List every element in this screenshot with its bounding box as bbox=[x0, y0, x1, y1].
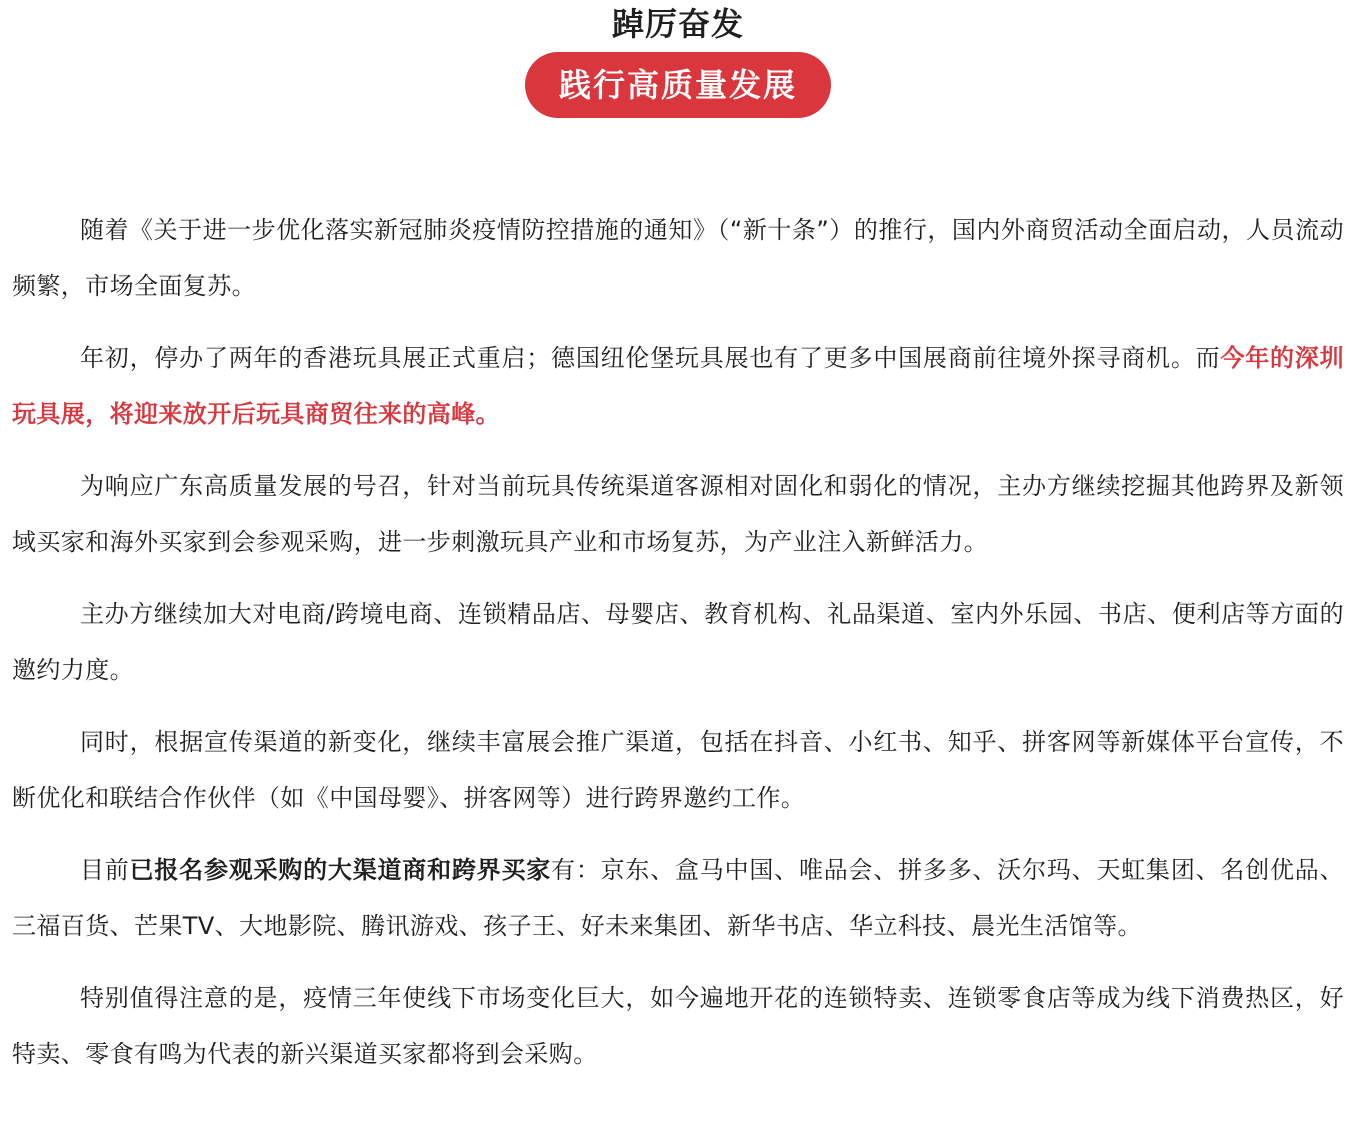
paragraph-6 bbox=[12, 842, 1344, 954]
article-body bbox=[12, 202, 1344, 1082]
paragraph-5: 同时，根据宣传渠道的新变化，继续丰富展会推广渠道，包括在抖音、小红书、知乎、拼客网等新媒体平台宣传，不断优化和联结合作伙伴（如《中国母婴》、拼客网等）进行跨界邀约工作。 bbox=[12, 728, 1344, 812]
paragraph-7: 特别值得注意的是，疫情三年使线下市场变化巨大，如今遍地开花的连锁特卖、连锁零食店等成为线下消费热区，好特卖、零食有鸣为代表的新兴渠道买家都将到会采购。 bbox=[12, 984, 1344, 1068]
highlight-text: 今年的深圳玩具展，将迎来放开后玩具商贸往来的高峰 bbox=[12, 344, 1344, 428]
paragraph-2 bbox=[12, 330, 1344, 442]
paragraph-4: 主办方继续加大对电商/跨境电商、连锁精品店、母婴店、教育机构、礼品渠道、室内外乐园、书店、便利店等方面的邀约力度。 bbox=[12, 600, 1344, 684]
banner-wrapper bbox=[12, 52, 1344, 118]
paragraph-2-suffix: 。 bbox=[475, 400, 501, 428]
paragraph-3: 为响应广东高质量发展的号召，针对当前玩具传统渠道客源相对固化和弱化的情况，主办方继续挖掘其他跨界及新领域买家和海外买家到会参观采购，进一步刺激玩具产业和市场复苏，为产业注入新鲜活力。 bbox=[12, 472, 1344, 556]
section-banner: 践行高质量发展 bbox=[525, 52, 831, 118]
bold-buyers-text: 已报名参观采购的大渠道商和跨界买家 bbox=[129, 856, 552, 884]
page-title: 踔厉奋发 bbox=[611, 5, 744, 43]
paragraph-2-prefix: 年初，停办了两年的香港玩具展正式重启；德国纽伦堡玩具展也有了更多中国展商前往境外探寻商机。而 bbox=[80, 344, 1221, 372]
paragraph-1: 随着《关于进一步优化落实新冠肺炎疫情防控措施的通知》（“新十条”）的推行，国内外商贸活动全面启动，人员流动频繁，市场全面复苏。 bbox=[12, 216, 1344, 300]
paragraph-6-suffix: 有：京东、盒马中国、唯品会、拼多多、沃尔玛、天虹集团、名创优品、三福百货、芒果TV、大地影院、腾讯游戏、孩子王、好未来集团、新华书店、华立科技、晨光生活馆等。 bbox=[12, 856, 1344, 940]
paragraph-6-prefix: 目前 bbox=[80, 856, 130, 884]
